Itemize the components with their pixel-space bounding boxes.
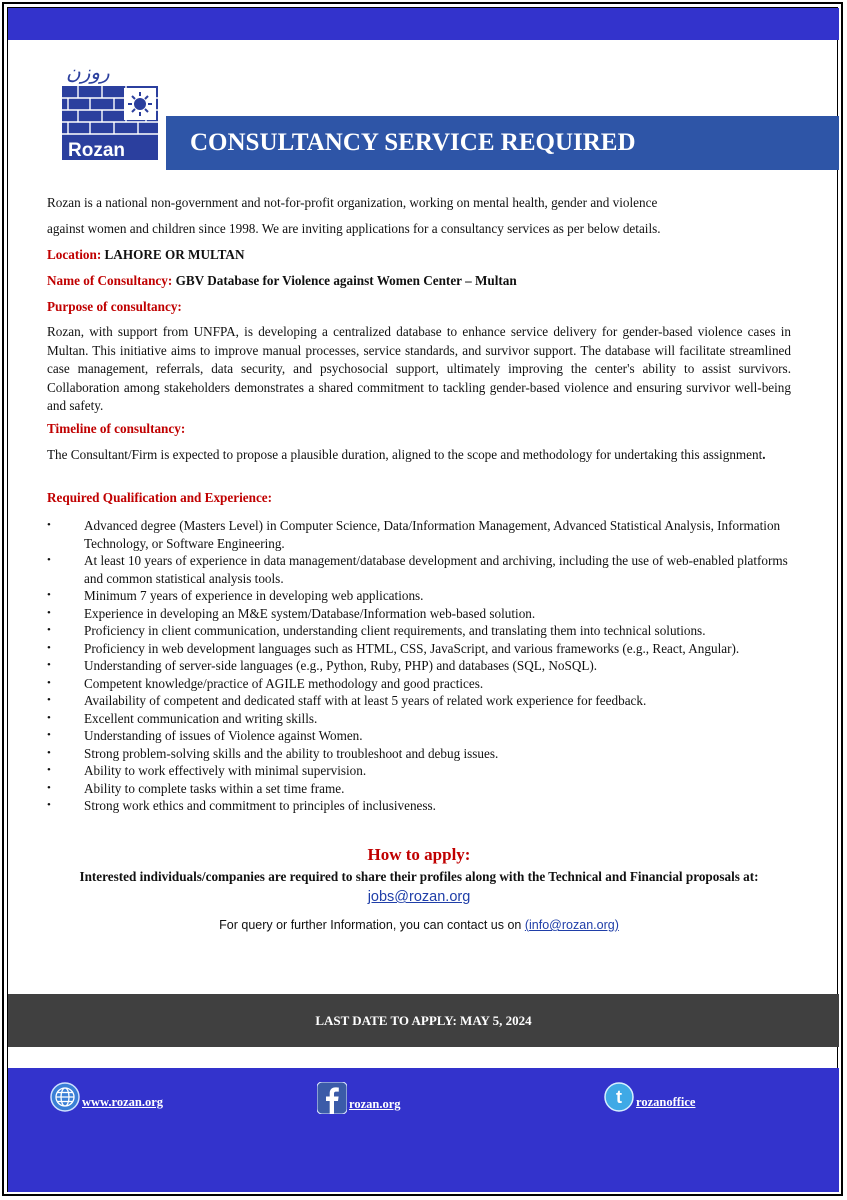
facebook-icon <box>317 1082 347 1114</box>
location-row <box>47 246 791 265</box>
apply-text: Interested individuals/companies are required to share their profiles along with the Technical and Financial proposals at: <box>79 869 759 884</box>
apply-section <box>47 845 791 905</box>
timeline-paragraph <box>47 446 791 465</box>
timeline-text: The Consultant/Firm is expected to propose a plausible duration, aligned to the scope and methodology for undertaking this assignment <box>47 447 763 462</box>
apply-heading: How to apply: <box>367 845 471 864</box>
qualification-item: • Experience in developing an M&E system/Database/Information web-based solution. <box>47 605 791 623</box>
qualification-item: • Competent knowledge/practice of AGILE methodology and good practices. <box>47 675 791 693</box>
consultancy-name-value: GBV Database for Violence against Women Center – Multan <box>175 273 517 288</box>
twitter-text: rozanoffice <box>636 1095 696 1109</box>
timeline-heading: Timeline of consultancy: <box>47 421 186 436</box>
website-text: www.rozan.org <box>82 1095 164 1109</box>
qualification-item: • Understanding of server-side languages (e.g., Python, Ruby, PHP) and databases (SQL, NoSQL). <box>47 657 791 675</box>
globe-icon <box>50 1082 80 1112</box>
svg-text:t: t <box>616 1087 622 1107</box>
qualification-item: • Ability to work effectively with minimal supervision. <box>47 762 791 780</box>
qualification-item: • Excellent communication and writing skills. <box>47 710 791 728</box>
rozan-logo <box>58 56 162 164</box>
logo-urdu-text: روزن <box>66 60 110 84</box>
purpose-heading: Purpose of consultancy: <box>47 299 182 314</box>
deadline-banner: LAST DATE TO APPLY: MAY 5, 2024 <box>8 994 839 1047</box>
location-value: LAHORE OR MULTAN <box>104 247 245 262</box>
apply-email-link[interactable]: jobs@rozan.org <box>367 889 471 905</box>
page-title: CONSULTANCY SERVICE REQUIRED <box>166 116 839 170</box>
query-line <box>47 918 791 932</box>
qualification-item: • Proficiency in web development languages such as HTML, CSS, JavaScript, and various frameworks (e.g., React, Angular). <box>47 640 791 658</box>
twitter-icon <box>604 1082 634 1112</box>
facebook-link[interactable] <box>317 1082 401 1114</box>
intro-line-2: against women and children since 1998. We are inviting applications for a consultancy services as per below details. <box>47 221 661 236</box>
twitter-link[interactable] <box>604 1082 695 1112</box>
query-text: For query or further Information, you can contact us on <box>219 918 522 932</box>
qualifications-list-container <box>47 517 791 815</box>
website-link[interactable] <box>50 1082 163 1112</box>
qualification-item: • Availability of competent and dedicated staff with at least 5 years of related work experience for feedback. <box>47 692 791 710</box>
qualification-item: • Understanding of issues of Violence against Women. <box>47 727 791 745</box>
timeline-end-mark: . <box>762 447 766 462</box>
qualification-item: • Strong work ethics and commitment to principles of inclusiveness. <box>47 797 791 815</box>
consultancy-name-row <box>47 272 791 291</box>
consultancy-name-label: Name of Consultancy: <box>47 273 173 288</box>
purpose-text: Rozan, with support from UNFPA, is developing a centralized database to enhance service delivery for gender-based violence cases in Multan. This initiative aims to improve manual processes, service standards, and survivor support. The database will facilitate streamlined case management, referrals, data security, and psychosocial support, ultimately improving the center's ability to assist survivors. Collaboration among stakeholders demonstrates a shared commitment to tackling gender-based violence and ensuring survivor well-being and safety. <box>47 324 791 413</box>
qualification-item: • At least 10 years of experience in data management/database development and archiving, including the use of web-enabled platforms and common statistical analysis tools. <box>47 552 791 587</box>
qualifications-heading: Required Qualification and Experience: <box>47 490 273 505</box>
query-email-link[interactable]: info@rozan.org <box>529 918 615 932</box>
facebook-text: rozan.org <box>349 1097 401 1111</box>
query-open-paren: ( <box>524 918 530 932</box>
qualification-item: • Advanced degree (Masters Level) in Computer Science, Data/Information Management, Advanced Statistical Analysis, Information Technology, or Software Engineering. <box>47 517 791 552</box>
qualifications-list <box>47 517 791 815</box>
qualification-item: • Minimum 7 years of experience in developing web applications. <box>47 587 791 605</box>
qualification-item: • Ability to complete tasks within a set time frame. <box>47 780 791 798</box>
intro-line-1: Rozan is a national non-government and not-for-profit organization, working on mental health, gender and violence <box>47 195 658 210</box>
qualification-item: • Strong problem-solving skills and the ability to troubleshoot and debug issues. <box>47 745 791 763</box>
logo-brand-name: Rozan <box>68 140 125 161</box>
top-blue-bar <box>8 8 839 40</box>
query-close-paren: ) <box>614 918 619 932</box>
qualification-item: • Proficiency in client communication, understanding client requirements, and translating them into technical solutions. <box>47 622 791 640</box>
location-label: Location: <box>47 247 102 262</box>
